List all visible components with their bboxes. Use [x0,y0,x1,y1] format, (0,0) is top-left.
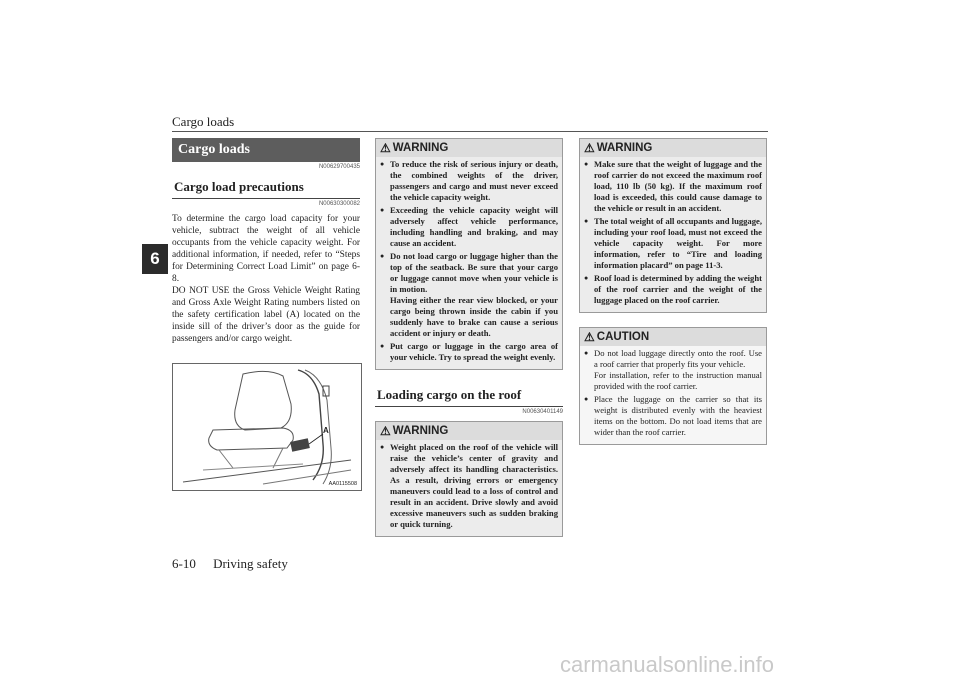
page-footer [172,556,288,572]
list-item: ● Put cargo or luggage in the cargo area of your vehicle. Try to spread the weight evenly. [390,341,558,363]
body-paragraph: To determine the cargo load capacity for your vehicle, subtract the weight of all vehicle occupants from the vehicle capacity weight. For additional information, if needed, refer to “Steps for Determining Correct Load Limit” on page 6-8. DO NOT USE the Gross Vehicle Weight Rating and Gross Axle Weight Rating numbers listed on the safety certification label (A) located on the inside sill of the driver’s door as the guide for passengers and/or cargo weight. [172,214,360,344]
middle-column [375,138,563,537]
footer-section: Driving safety [213,556,288,571]
door-sill-illustration [172,363,362,491]
caution-box [579,327,767,445]
warning-title: WARNING [392,425,449,437]
watermark: carmanualsonline.info [560,652,775,677]
warning-header [376,139,562,157]
chapter-tab: 6 [142,244,168,274]
warning-box-cargo [375,138,563,370]
subsection-code: N00630300082 [318,201,360,207]
list-item: ● Exceeding the vehicle capacity weight will adversely affect vehicle performance, including handling and braking, and may cause an accident. [390,205,558,249]
subsection-title: Cargo load precautions [172,174,360,199]
warning-box-roof-load [579,138,767,313]
list-item: ● The total weight of all occupants and luggage, including your roof load, must not exceed the vehicle capacity weight. For more information, refer to “Tire and loading information placard” on page 11-3. [594,216,762,271]
warning-title: WARNING [392,142,449,154]
warning-header [580,139,766,157]
section-code: N00629700435 [318,164,360,170]
warning-list [580,159,766,306]
subsection-code-roof: N00630401149 [522,409,563,415]
seat-and-door-drawing [173,364,361,490]
list-item: ● Weight placed on the roof of the vehicle will raise the vehicle’s center of gravity and adversely affect its handling characteristics. As a result, driving errors or emergency maneuvers could lead to a loss of control and result in an accident. Drive slowly and avoid excessive maneuvers such as sudden braking or quick turning. [390,442,558,530]
list-item: ● Do not load cargo or luggage higher than the top of the seatback. Be sure that your cargo or luggage cannot move when your vehicle is in motion. Having either the rear view blocked, or your cargo being thrown inside the cabin if you suddenly have to brake can cause a serious accident or injury or death. [390,251,558,339]
warning-list [376,159,562,363]
caution-list [580,348,766,438]
figure-callout-a: A [323,426,329,435]
warning-header [376,422,562,440]
list-item: ● Make sure that the weight of luggage and the roof carrier do not exceed the maximum roof load, 110 lb (50 kg). If the maximum roof load is exceeded, this could cause damage to the vehicle or result in an accident. [594,159,762,214]
warning-triangle-icon: ⚠ [584,141,595,155]
page-number: 6-10 [172,556,196,571]
caution-header [580,328,766,346]
figure-id: AA0115508 [328,481,357,487]
list-item: ● Do not load luggage directly onto the roof. Use a roof carrier that properly fits your vehicle. For installation, refer to the instruction manual provided with the roof carrier. [594,348,762,392]
warning-triangle-icon: ⚠ [380,141,391,155]
list-item: ● Roof load is determined by adding the weight of the roof carrier and the weight of the luggage placed on the roof carrier. [594,273,762,306]
caution-triangle-icon: ⚠ [584,330,595,344]
running-header-title: Cargo loads [172,114,235,129]
subsection-title-roof: Loading cargo on the roof [375,384,563,407]
section-title: Cargo loads [172,138,360,162]
warning-box-roof [375,421,563,537]
warning-triangle-icon: ⚠ [380,424,391,438]
warning-title: WARNING [596,142,653,154]
caution-title: CAUTION [596,331,650,343]
right-column [579,138,767,445]
warning-list [376,442,562,530]
left-column [172,138,360,491]
header-rule [172,131,768,132]
list-item: ● Place the luggage on the carrier so that its weight is distributed evenly with the heaviest items on the bottom. Do not load items that are wider than the roof carrier. [594,394,762,438]
list-item: ● To reduce the risk of serious injury or death, the combined weights of the driver, passengers and cargo and must never exceed the vehicle capacity weight. [390,159,558,203]
